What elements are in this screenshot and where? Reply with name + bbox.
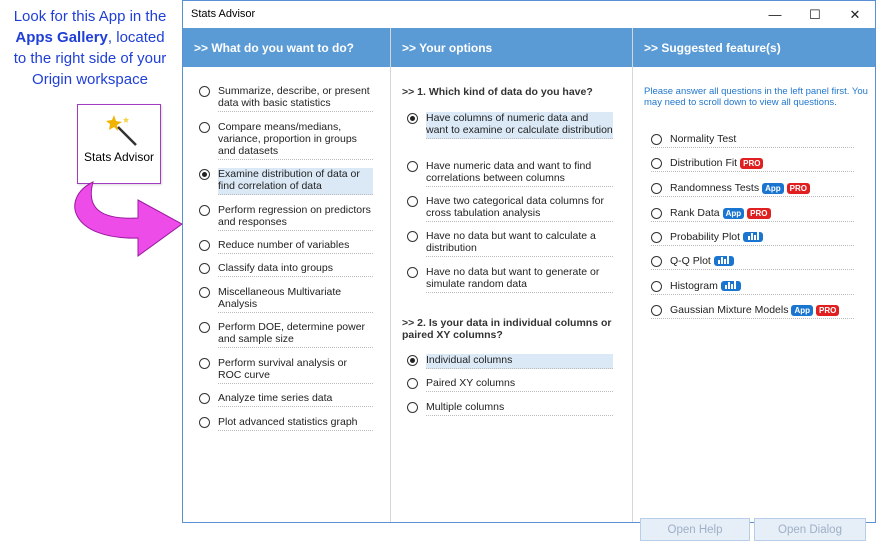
radio-button[interactable] (651, 158, 662, 169)
radio-option[interactable] (199, 121, 373, 160)
app-tile-label: Stats Advisor (83, 150, 155, 164)
maximize-button[interactable]: ☐ (809, 6, 821, 22)
radio-button[interactable] (407, 378, 418, 389)
feature-option[interactable] (651, 280, 854, 295)
bar-chart-icon (721, 281, 741, 291)
close-button[interactable]: ✕ (849, 6, 861, 22)
radio-option[interactable] (199, 239, 373, 254)
radio-option[interactable] (407, 266, 613, 293)
radio-option[interactable] (199, 85, 373, 112)
feature-option[interactable] (651, 255, 854, 270)
option-label: Analyze time series data (218, 392, 373, 407)
radio-button[interactable] (407, 355, 418, 366)
feature-option[interactable] (651, 182, 854, 197)
radio-option[interactable] (199, 416, 373, 431)
feature-option[interactable] (651, 207, 854, 222)
radio-option[interactable] (407, 230, 613, 257)
callout-line2: , located (107, 29, 165, 46)
radio-option[interactable] (199, 262, 373, 277)
feature-label: Histogram (670, 280, 718, 292)
radio-button[interactable] (407, 267, 418, 278)
callout-line3: to the right side of your (13, 50, 167, 67)
panel-header: >> What do you want to do? (183, 28, 390, 67)
radio-option[interactable] (407, 377, 613, 392)
bar-chart-icon (743, 232, 763, 242)
radio-button[interactable] (199, 86, 210, 97)
radio-button[interactable] (407, 402, 418, 413)
feature-label: Gaussian Mixture Models (670, 304, 789, 316)
option-label: Have two categorical data columns for cross tabulation analysis (426, 195, 613, 222)
radio-option[interactable] (407, 160, 613, 187)
radio-option[interactable] (407, 112, 613, 139)
panel-header: >> Your options (391, 28, 632, 67)
radio-button[interactable] (651, 232, 662, 243)
feature-label: Distribution Fit (670, 157, 738, 169)
feature-label: Q-Q Plot (670, 255, 711, 267)
option-label: Have numeric data and want to find correlations between columns (426, 160, 613, 187)
pro-badge: PRO (816, 305, 839, 316)
radio-option[interactable] (199, 168, 373, 195)
radio-button[interactable] (407, 113, 418, 124)
radio-option[interactable] (199, 357, 373, 384)
feature-label: Probability Plot (670, 231, 741, 243)
option-label: Reduce number of variables (218, 239, 373, 254)
radio-button[interactable] (407, 161, 418, 172)
feature-option[interactable] (651, 304, 854, 319)
feature-option[interactable] (651, 133, 854, 148)
gallery-callout (0, 6, 180, 90)
radio-button[interactable] (199, 240, 210, 251)
pro-badge: PRO (747, 208, 770, 219)
stats-advisor-window (182, 0, 876, 536)
feature-label: Normality Test (670, 133, 737, 145)
open-help-button[interactable]: Open Help (640, 518, 750, 541)
radio-button[interactable] (651, 305, 662, 316)
callout-line4: Origin workspace (32, 71, 148, 88)
radio-button[interactable] (199, 122, 210, 133)
option-label: Summarize, describe, or present data with basic statistics (218, 85, 373, 112)
panel-header: >> Suggested feature(s) (633, 28, 875, 67)
radio-button[interactable] (199, 263, 210, 274)
radio-option[interactable] (199, 204, 373, 231)
radio-button[interactable] (651, 183, 662, 194)
magic-wand-icon (104, 113, 140, 147)
radio-button[interactable] (651, 256, 662, 267)
minimize-button[interactable]: — (768, 7, 782, 22)
radio-button[interactable] (199, 205, 210, 216)
option-label: Miscellaneous Multivariate Analysis (218, 286, 373, 313)
radio-button[interactable] (407, 196, 418, 207)
radio-button[interactable] (199, 287, 210, 298)
radio-button[interactable] (651, 134, 662, 145)
radio-button[interactable] (199, 322, 210, 333)
option-label: Individual columns (426, 354, 613, 369)
option-label: Classify data into groups (218, 262, 373, 277)
option-label: Perform regression on predictors and responses (218, 204, 373, 231)
option-label: Have columns of numeric data and want to examine or calculate distribution (426, 112, 613, 139)
open-dialog-button[interactable]: Open Dialog (754, 518, 866, 541)
pro-badge: PRO (787, 183, 810, 194)
radio-option[interactable] (199, 392, 373, 407)
callout-apps-gallery: Apps Gallery (15, 29, 108, 46)
radio-button[interactable] (199, 393, 210, 404)
option-label: Have no data but want to calculate a distribution (426, 230, 613, 257)
app-badge: App (723, 208, 745, 219)
radio-option[interactable] (407, 195, 613, 222)
radio-option[interactable] (199, 321, 373, 348)
suggested-features-panel (633, 28, 875, 536)
radio-button[interactable] (651, 208, 662, 219)
feature-label: Randomness Tests (670, 182, 760, 194)
your-options-panel (391, 28, 633, 522)
option-label: Paired XY columns (426, 377, 613, 392)
option-label: Perform survival analysis or ROC curve (218, 357, 373, 384)
radio-option[interactable] (407, 401, 613, 416)
instruction-hint: Please answer all questions in the left panel first. You may need to scroll down to view all questions. (644, 86, 868, 108)
question-2: >> 2. Is your data in individual columns or paired XY columns? (402, 317, 612, 341)
radio-button[interactable] (651, 281, 662, 292)
radio-button[interactable] (199, 169, 210, 180)
stats-advisor-app-tile[interactable] (77, 104, 161, 184)
what-to-do-panel (183, 28, 391, 522)
window-title: Stats Advisor (191, 8, 256, 20)
option-label: Examine distribution of data or find correlation of data (218, 168, 373, 195)
option-label: Have no data but want to generate or simulate random data (426, 266, 613, 293)
option-label: Plot advanced statistics graph (218, 416, 373, 431)
pro-badge: PRO (740, 158, 763, 169)
app-badge: App (791, 305, 813, 316)
feature-option[interactable] (651, 157, 854, 172)
title-bar (183, 1, 875, 28)
bar-chart-icon (714, 256, 734, 266)
callout-line1: Look for this App in the (13, 8, 167, 25)
radio-option[interactable] (199, 286, 373, 313)
pointer-arrow (60, 178, 185, 260)
option-label: Perform DOE, determine power and sample size (218, 321, 373, 348)
radio-button[interactable] (407, 231, 418, 242)
radio-option[interactable] (407, 354, 613, 369)
app-badge: App (762, 183, 784, 194)
radio-button[interactable] (199, 358, 210, 369)
option-label: Multiple columns (426, 401, 613, 416)
radio-button[interactable] (199, 417, 210, 428)
feature-option[interactable] (651, 231, 854, 246)
question-1: >> 1. Which kind of data do you have? (402, 86, 593, 98)
option-label: Compare means/medians, variance, proportion in groups and datasets (218, 121, 373, 160)
feature-label: Rank Data (670, 207, 720, 219)
